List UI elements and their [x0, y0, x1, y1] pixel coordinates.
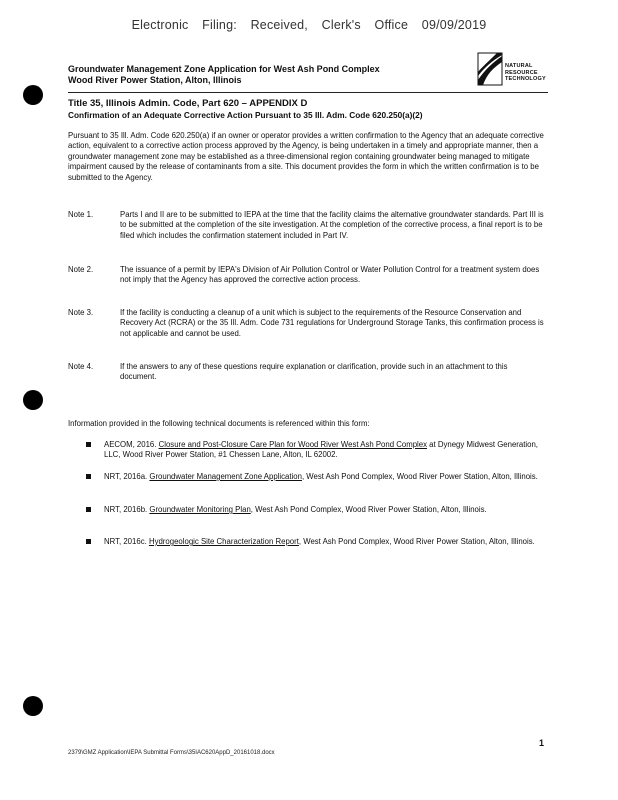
intro-paragraph: Pursuant to 35 Ill. Adm. Code 620.250(a) if an owner or operator provides a written confirmation to the Agency that an adequate corrective action, equivalent to a corrective action process approved by the Agency, is being undertaken in a timely and appropriate manner, then a groundwater management zone may be established as a three-dimensional region containing groundwater being managed to mitigate impairment caused by the release of contaminants from a site. This document provides the form in which the written confirmation is to be submitted to the Agency. [68, 131, 544, 182]
document-title: Title 35, Illinois Admin. Code, Part 620 – APPENDIX D [68, 98, 308, 109]
reference-suffix: , West Ash Pond Complex, Wood River Power Station, Alton, Illinois. [250, 505, 487, 514]
bullet-icon [86, 474, 91, 479]
filing-stamp: Electronic Filing: Received, Clerk's Office 09/09/2019 [131, 18, 487, 32]
header-project-title: Groundwater Management Zone Application for West Ash Pond Complex [68, 64, 380, 74]
note-label: Note 4. [68, 362, 94, 371]
binder-hole-middle [23, 390, 43, 410]
reference-suffix: at Dynegy Midwest Generation, LLC, Wood River Power Station, #1 Chessen Lane, Alton, IL 62002. [104, 440, 538, 460]
reference-title: Groundwater Monitoring Plan [149, 505, 251, 514]
note-text: If the facility is conducting a cleanup of a unit which is subject to the requirements of the Resource Conservation and Recovery Act (RCRA) or the 35 Ill. Adm. Code 731 regulations for Underground Storage Tanks, this confirmation process is not applicable and cannot be used. [120, 308, 544, 338]
note-label: Note 2. [68, 265, 94, 274]
logo-text-line1: NATURAL [505, 63, 533, 69]
header-divider [68, 92, 548, 93]
references-intro: Information provided in the following technical documents is referenced within this form: [68, 419, 370, 428]
logo-text-line2: RESOURCE [505, 69, 538, 76]
logo-text-line3: TECHNOLOGY [505, 76, 546, 82]
reference-title: Closure and Post-Closure Care Plan for Wood River West Ash Pond Complex [158, 440, 428, 449]
reference-title: Groundwater Management Zone Application [149, 472, 302, 481]
reference-suffix: , West Ash Pond Complex, Wood River Power Station, Alton, Illinois. [298, 537, 535, 546]
page-number: 1 [539, 738, 545, 748]
note-text: If the answers to any of these questions require explanation or clarification, provide such in an attachment to this document. [120, 362, 508, 382]
reference-prefix: NRT, 2016b. [104, 505, 150, 514]
reference-title: Hydrogeologic Site Characterization Report [148, 537, 299, 546]
document-subtitle: Confirmation of an Adequate Corrective Action Pursuant to 35 Ill. Adm. Code 620.250(a)(2) [68, 110, 423, 120]
note-label: Note 1. [68, 210, 94, 219]
bullet-icon [86, 507, 91, 512]
note-label: Note 3. [68, 308, 94, 317]
note-text: The issuance of a permit by IEPA's Division of Air Pollution Control or Water Pollution Control for a treatment system does not imply that the Agency has approved the corrective action process. [120, 265, 540, 285]
bullet-icon [86, 539, 91, 544]
logo-icon [477, 52, 503, 86]
company-logo [475, 50, 555, 90]
note-text: Parts I and II are to be submitted to IEPA at the time that the facility claims the alternative groundwater standards. Part III is to be submitted at the completion of the site investigation. At the completion of the corrective process, a final report is to be filed which includes the confirmation statement included in Part IV. [120, 210, 544, 240]
reference-prefix: NRT, 2016c. [104, 537, 149, 546]
reference-suffix: , West Ash Pond Complex, Wood River Power Station, Alton, Illinois. [301, 472, 538, 481]
bullet-icon [86, 442, 91, 447]
footer-file-path: 2379\GMZ Application\IEPA Submittal Forms\35IAC620AppD_20161018.docx [68, 750, 275, 756]
reference-prefix: NRT, 2016a. [104, 472, 150, 481]
binder-hole-top [23, 85, 43, 105]
reference-prefix: AECOM, 2016. [104, 440, 159, 449]
header-site-name: Wood River Power Station, Alton, Illinois [68, 75, 242, 85]
binder-hole-bottom [23, 696, 43, 716]
